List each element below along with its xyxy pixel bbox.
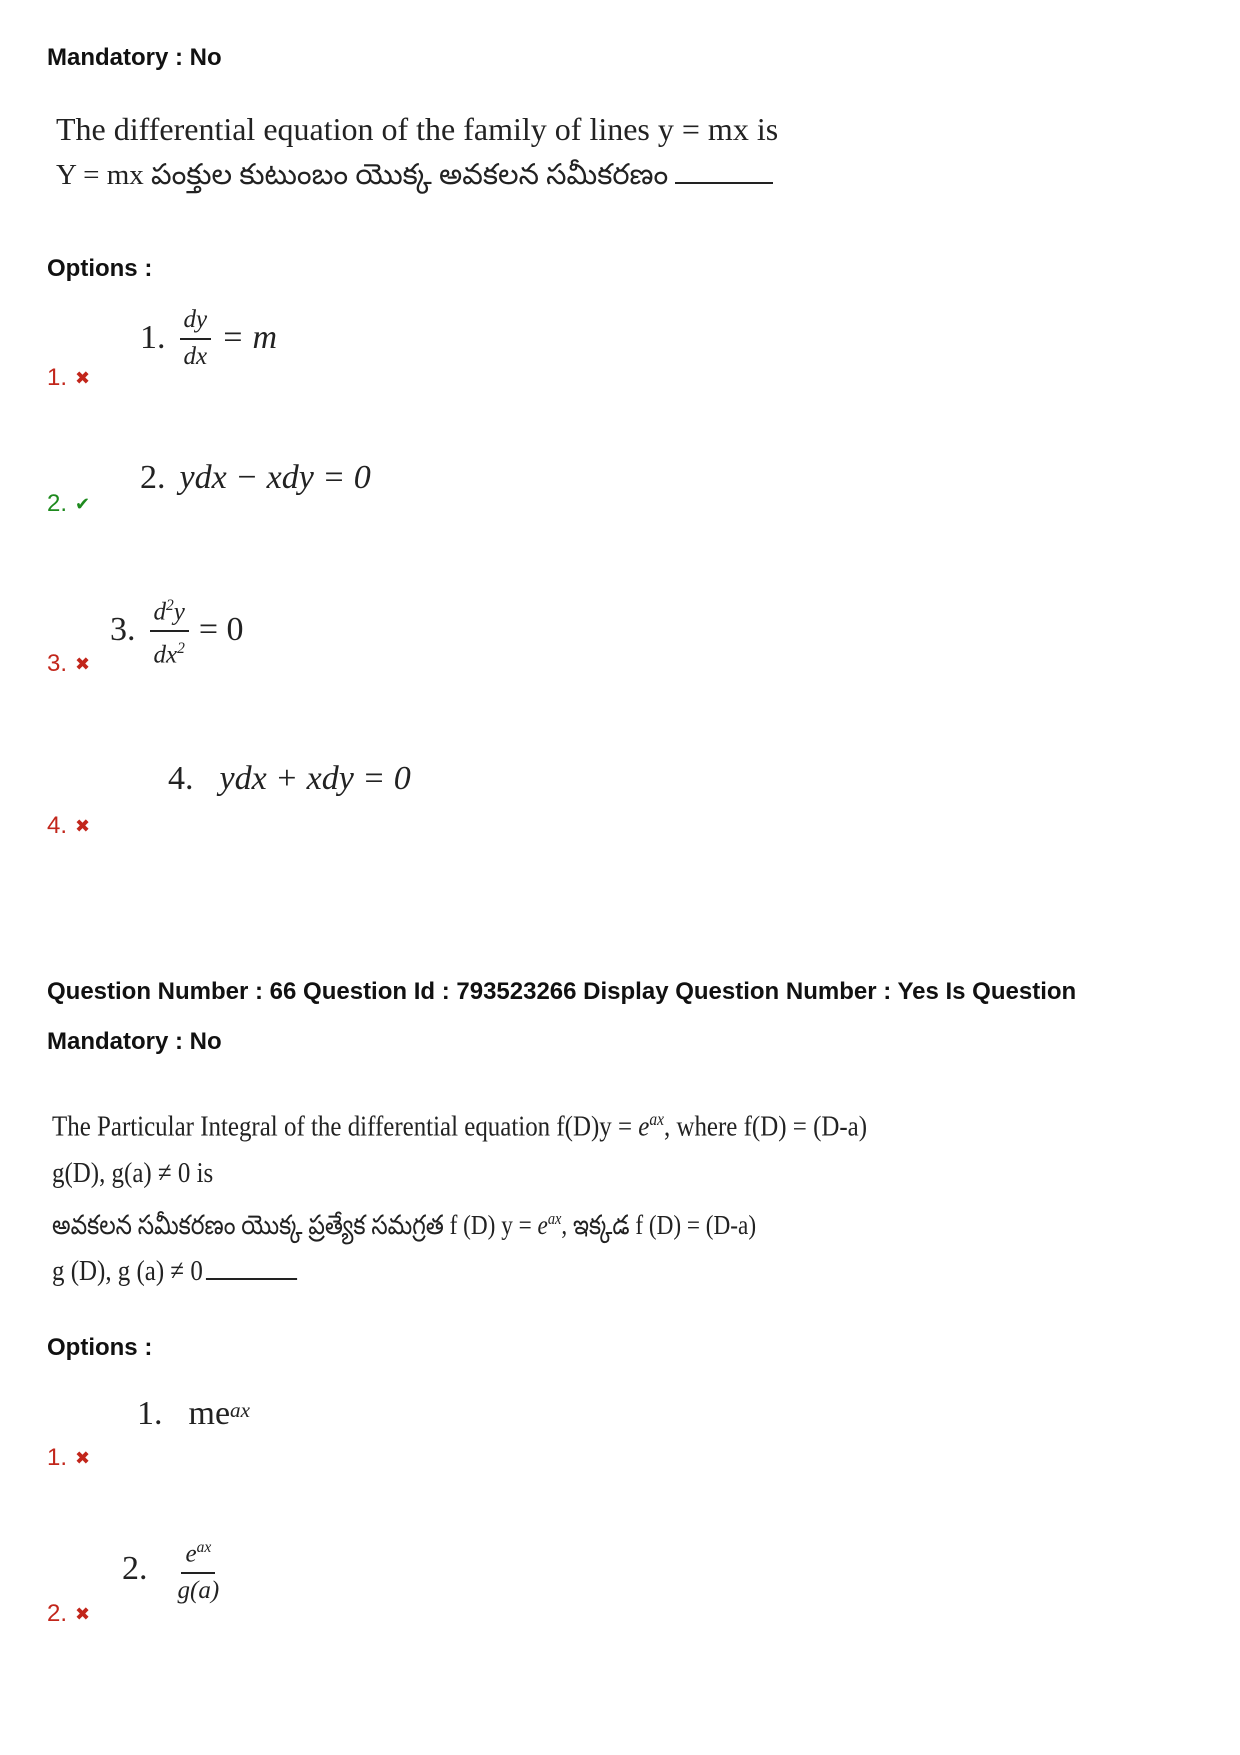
exp-base: e: [638, 1110, 650, 1143]
q65-text-line1: The differential equation of the family of lines y = mx is: [56, 111, 779, 147]
q66-text-line2: g(D), g(a) ≠ 0 is: [52, 1156, 214, 1189]
q66-header: Question Number : 66 Question Id : 793523266 Display Question Number : Yes Is Question: [47, 978, 1077, 1005]
option-expression: = 0: [198, 611, 244, 649]
line1-start: The Particular Integral of the differential equation f(D)y =: [52, 1110, 639, 1143]
option-number: 4.: [168, 760, 194, 797]
fraction-denominator: g(a): [177, 1577, 220, 1605]
cross-icon: ✖: [75, 1603, 91, 1624]
fraction-numerator: [150, 590, 189, 632]
q66-question-text: [52, 1096, 1000, 1294]
q65-text-line2: Y = mx పంక్తుల కుటుంబం యొక్క అవకలన సమీకరణం: [56, 159, 669, 191]
option-number: 1.: [140, 319, 166, 356]
cross-icon: ✖: [75, 653, 91, 674]
q65-option-4-content: [168, 760, 411, 798]
cross-icon: ✖: [75, 1447, 91, 1468]
q66-option-1-content: [137, 1395, 250, 1433]
q65-text-line2-wrap: [56, 152, 778, 198]
denominator-base: dx: [153, 641, 178, 669]
fraction-numerator: [181, 1532, 215, 1574]
option-number: 2.: [122, 1550, 148, 1588]
numerator-exponent: 2: [166, 597, 174, 614]
option-expression-base: me: [188, 1395, 231, 1432]
q66-text-line4: g (D), g (a) ≠ 0: [52, 1254, 203, 1287]
option-expression: ydx + xdy = 0: [219, 760, 411, 797]
option-expression: ydx − xdy = 0: [179, 459, 371, 496]
fraction: [174, 1532, 224, 1606]
q66-option-2[interactable]: [47, 1600, 90, 1628]
line3-end: , ఇక్కడ f (D) = (D-a): [561, 1209, 757, 1240]
q65-option-2[interactable]: [47, 490, 90, 518]
option-expression: = m: [221, 319, 278, 356]
q66-text-line4-wrap: [52, 1248, 867, 1294]
option-label: 4.: [47, 812, 68, 839]
q66-options-heading: Options :: [47, 1334, 153, 1361]
option-label: 2.: [47, 490, 68, 517]
exp-sup: ax: [547, 1208, 562, 1228]
denominator-exponent: 2: [177, 640, 185, 658]
q66-text-line3: [52, 1196, 867, 1248]
fraction: [180, 304, 212, 372]
numerator-end: y: [173, 598, 185, 626]
q65-option-4[interactable]: [47, 812, 90, 840]
numerator-exponent: ax: [196, 1539, 212, 1556]
q65-option-3-content: [110, 590, 244, 671]
exp-base: e: [537, 1209, 548, 1240]
q65-option-3[interactable]: [47, 650, 90, 678]
fraction-numerator: dy: [180, 304, 212, 340]
cross-icon: ✖: [75, 367, 91, 388]
answer-blank: [675, 182, 773, 184]
option-expression-exponent: ax: [230, 1397, 250, 1422]
option-number: 2.: [140, 459, 166, 496]
option-number: 1.: [137, 1395, 163, 1432]
option-number: 3.: [110, 611, 136, 649]
q65-option-2-content: [140, 459, 371, 497]
fraction-denominator: [150, 632, 189, 670]
q65-option-1[interactable]: [47, 364, 90, 392]
option-label: 1.: [47, 364, 68, 391]
q65-question-text: [56, 106, 778, 198]
option-label: 2.: [47, 1600, 68, 1627]
q66-mandatory: Mandatory : No: [47, 1028, 222, 1055]
option-label: 1.: [47, 1444, 68, 1471]
fraction: [150, 590, 189, 671]
q66-option-2-content: [122, 1532, 233, 1606]
option-label: 3.: [47, 650, 68, 677]
q66-text-line1: [52, 1096, 867, 1150]
cross-icon: ✖: [75, 815, 91, 836]
q65-mandatory: Mandatory : No: [47, 44, 222, 71]
numerator-base: e: [185, 1540, 197, 1568]
exp-sup: ax: [649, 1109, 664, 1129]
q65-option-1-content: [140, 304, 277, 372]
answer-blank: [206, 1278, 297, 1280]
q66-option-1[interactable]: [47, 1444, 90, 1472]
line3-start: అవకలన సమీకరణం యొక్క ప్రత్యేక సమగ్రత f (D) y =: [52, 1209, 538, 1240]
numerator-base: d: [153, 598, 166, 626]
fraction-denominator: dx: [183, 343, 208, 370]
line1-end: , where f(D) = (D-a): [663, 1110, 868, 1143]
q65-options-heading: Options :: [47, 255, 153, 282]
check-icon: ✔: [75, 493, 91, 514]
